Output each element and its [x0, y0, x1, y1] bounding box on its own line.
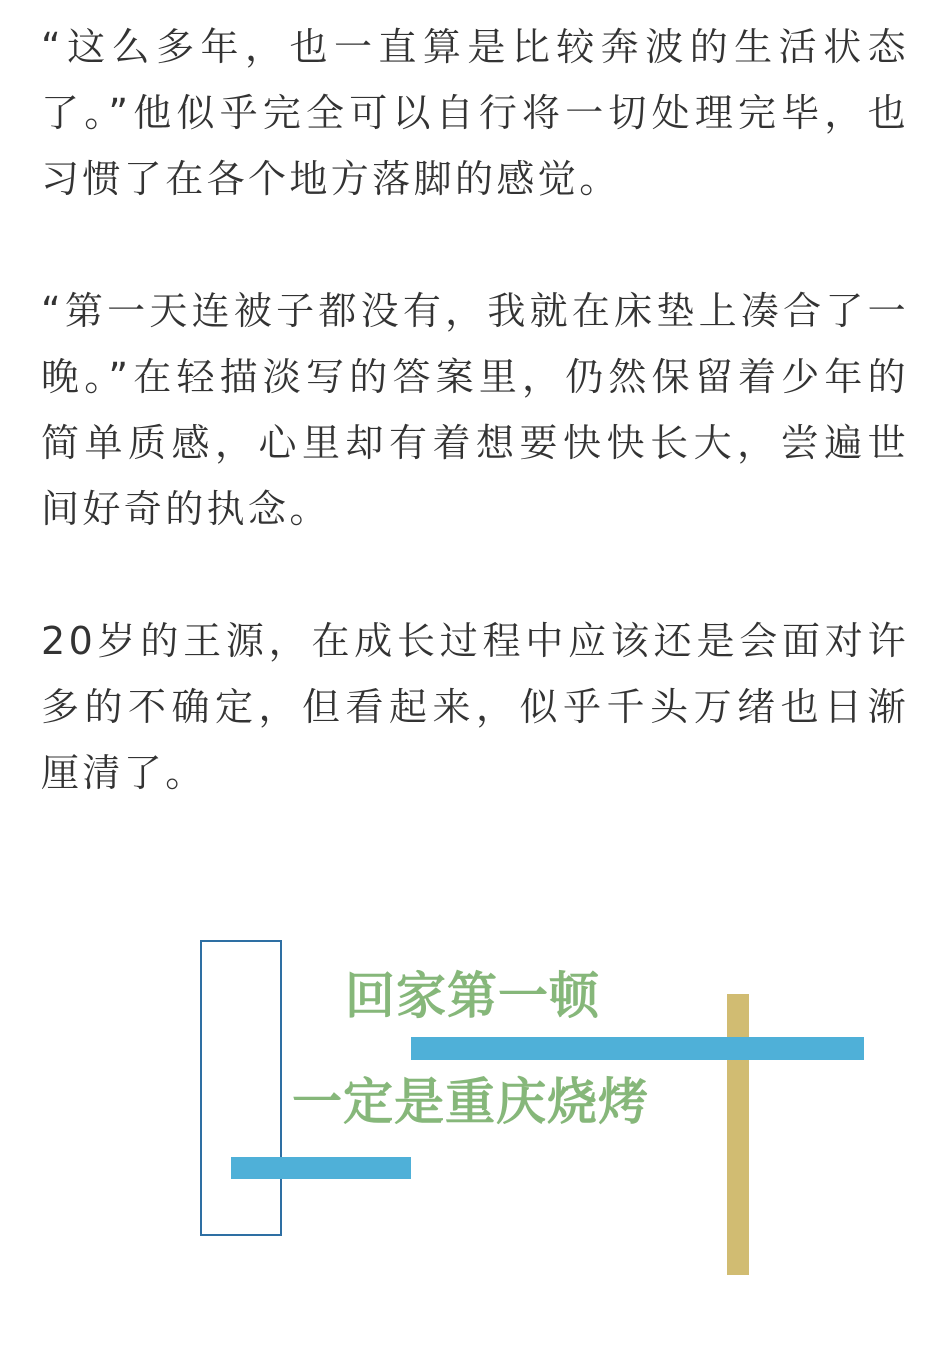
paragraph-3: 20岁的王源，在成长过程中应该还是会面对许多的不确定，但看起来，似乎千头万绪也日渐厘清了。 — [41, 619, 909, 795]
article-body — [41, 14, 909, 806]
section-heading-graphic — [0, 930, 945, 1290]
decorative-outline-box — [200, 940, 282, 1236]
paragraph-1: “这么多年，也一直算是比较奔波的生活状态了。”他似乎完全可以自行将一切处理完毕，也习惯了在各个地方落脚的感觉。 — [41, 25, 909, 201]
decorative-blue-bar-short — [231, 1157, 411, 1179]
section-headline-line-2: 一定是重庆烧烤 — [292, 1072, 649, 1131]
decorative-blue-bar-long — [411, 1037, 864, 1060]
paragraph-2: “第一天连被子都没有，我就在床垫上凑合了一晚。”在轻描淡写的答案里，仍然保留着少年的简单质感，心里却有着想要快快长大，尝遍世间好奇的执念。 — [41, 289, 909, 531]
section-headline-line-1: 回家第一顿 — [345, 966, 600, 1025]
